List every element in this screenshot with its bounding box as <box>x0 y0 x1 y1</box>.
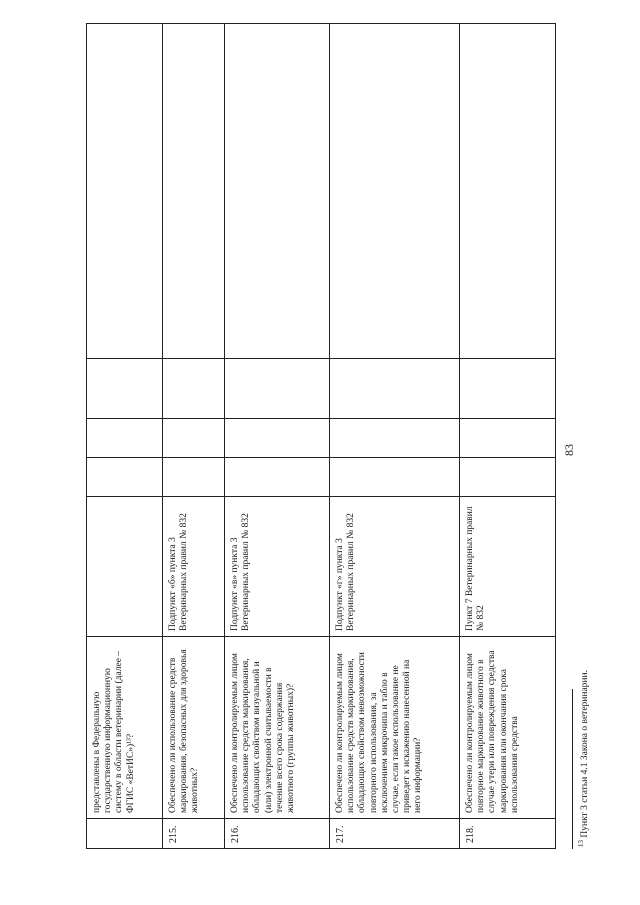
row-number-cell <box>87 819 163 849</box>
checklist-table <box>86 23 556 849</box>
note-cell <box>330 24 460 359</box>
table-row <box>225 24 330 849</box>
answer-no-cell <box>330 419 460 458</box>
reference-cell: Подпункт «г» пункта 3 Ветеринарных правил № 832 <box>330 497 460 637</box>
answer-no-cell <box>87 419 163 458</box>
note-cell <box>460 24 556 359</box>
note-cell <box>225 24 330 359</box>
table-row <box>87 24 163 849</box>
question-cell: представлены в Федеральную государственную информационную систему в области ветеринарии (далее – ФГИС «ВетИС»)¹³? <box>87 637 163 819</box>
reference-cell: Подпункт «б» пункта 3 Ветеринарных правил № 832 <box>163 497 225 637</box>
question-cell: Обеспечено ли контролируемым лицом использование средств маркирования, обладающих свойством визуальной и (или) электронной считываемости в течение всего срока содержания животного (группы животных)? <box>225 637 330 819</box>
note-cell <box>87 24 163 359</box>
answer-yes-cell <box>87 458 163 497</box>
answer-no-cell <box>460 419 556 458</box>
reference-cell: Пункт 7 Ветеринарных правил № 832 <box>460 497 556 637</box>
row-number-cell: 217. <box>330 819 460 849</box>
answer-yes-cell <box>163 458 225 497</box>
answer-yes-cell <box>330 458 460 497</box>
question-cell: Обеспечено ли контролируемым лицом повторное маркирование животного в случае утери или повреждения средства маркирования или окончания срока использования средства <box>460 637 556 819</box>
row-number-cell: 215. <box>163 819 225 849</box>
not-applicable-cell <box>460 359 556 419</box>
answer-no-cell <box>163 419 225 458</box>
question-cell: Обеспечено ли использование средств маркирования, безопасных для здоровья животных? <box>163 637 225 819</box>
reference-cell: Подпункт «в» пункта 3 Ветеринарных правил № 832 <box>225 497 330 637</box>
table-row <box>163 24 225 849</box>
answer-yes-cell <box>460 458 556 497</box>
row-number-cell: 218. <box>460 819 556 849</box>
not-applicable-cell <box>87 359 163 419</box>
footnote-divider <box>572 689 573 849</box>
table-row <box>460 24 556 849</box>
footnote <box>577 670 590 847</box>
answer-no-cell <box>225 419 330 458</box>
question-cell: Обеспечено ли контролируемым лицом использование средств маркирования, обладающих свойством невозможности повторного использования, за исключением микрочипа и табло в случае, если такое использование не приведет к искажению нанесенной на него информации? <box>330 637 460 819</box>
not-applicable-cell <box>330 359 460 419</box>
not-applicable-cell <box>163 359 225 419</box>
table-row <box>330 24 460 849</box>
page-number: 83 <box>562 444 576 456</box>
not-applicable-cell <box>225 359 330 419</box>
note-cell <box>163 24 225 359</box>
footnote-marker: 13 <box>577 840 585 847</box>
footnote-text: Пункт 3 статьи 4.1 Закона о ветеринарии. <box>580 670 591 838</box>
row-number-cell: 216. <box>225 819 330 849</box>
answer-yes-cell <box>225 458 330 497</box>
reference-cell <box>87 497 163 637</box>
